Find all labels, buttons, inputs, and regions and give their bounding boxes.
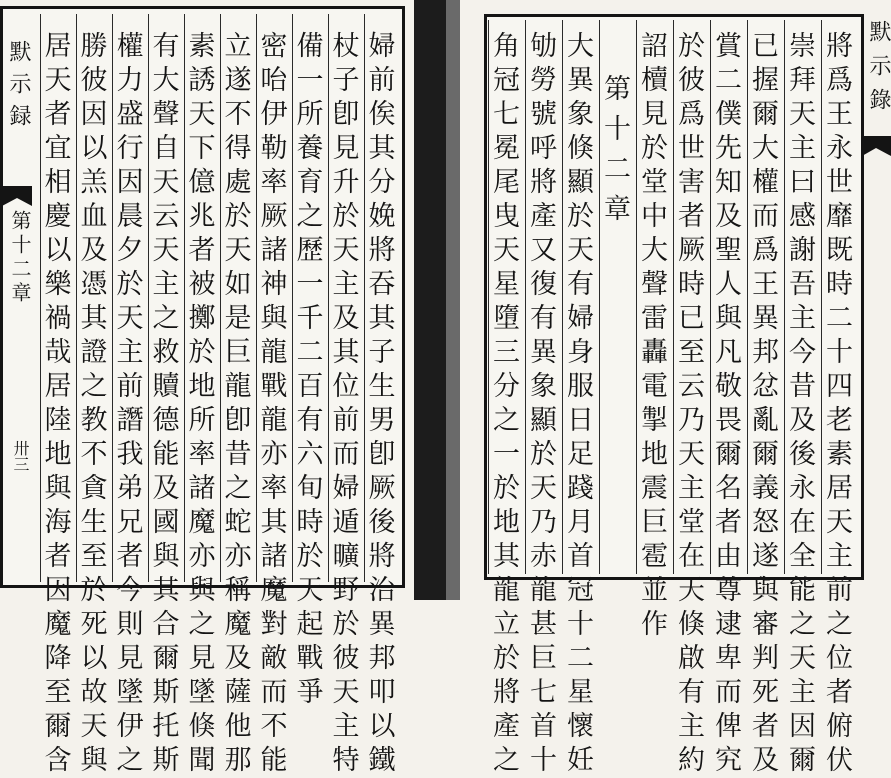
column-rule [148, 14, 149, 582]
left-chapter-tab [2, 186, 32, 206]
column-text: 杖 子 卽 見 升 於 天 主 及 其 位 前 而 婦 遁 曠 野 於 彼 天 主 特 [332, 31, 360, 776]
text-column [78, 30, 110, 778]
column-rule [673, 20, 674, 574]
column-rule [184, 14, 185, 582]
text-column [565, 30, 597, 778]
text-column [150, 30, 182, 778]
column-text: 勝 彼 因 以 羔 血 及 憑 其 證 之 教 不 貪 生 至 於 死 以 故 天 與 [80, 31, 108, 776]
column-rule [256, 14, 257, 582]
left-margin-title [4, 40, 30, 136]
text-column [491, 30, 523, 778]
column-text: 婦 前 俟 其 分 娩 將 吞 其 子 生 男 卽 厥 後 將 治 異 邦 叩 以 鐵 [368, 31, 396, 776]
column-rule [636, 20, 637, 574]
column-text: 備 一 所 養 育 之 歷 一 千 二 百 有 六 旬 時 於 天 起 戰 爭 [296, 31, 324, 708]
left-chapter-text: 第十二章 [8, 210, 32, 306]
text-column [787, 30, 819, 778]
column-text: 賞 二 僕 先 知 及 聖 人 與 凡 敬 畏 爾 名 者 由 尊 逮 卑 而 俾 究 [715, 31, 742, 776]
right-margin-title [864, 20, 890, 122]
column-text: 角 冠 七 冕 尾 曳 天 星 墮 三 分 之 一 於 地 其 龍 立 於 將 產 之 [493, 31, 520, 776]
book-spine [414, 0, 446, 600]
right-chapter-tab [862, 136, 891, 156]
column-rule [599, 20, 600, 574]
column-text: 崇 拜 天 主 曰 感 謝 吾 主 今 昔 及 後 永 在 全 能 之 天 主 因 爾 [789, 31, 816, 776]
column-rule [112, 14, 113, 582]
column-rule [784, 20, 785, 574]
text-column [330, 30, 362, 778]
text-column [258, 30, 290, 778]
column-text: 劬 勞 號 呼 將 產 又 復 有 異 象 顯 於 天 乃 赤 龍 甚 巨 七 首 十 [530, 31, 557, 776]
text-column [528, 30, 560, 778]
left-folio-text: 卅三 [11, 440, 30, 472]
spine-shadow [446, 0, 460, 600]
column-text: 大 異 象 倏 顯 於 天 有 婦 身 服 日 足 踐 月 首 冠 十 二 星 懷 妊 [567, 31, 594, 776]
column-rule [40, 14, 41, 582]
column-text: 已 握 爾 大 權 而 爲 王 異 邦 忿 亂 爾 義 怒 遂 與 審 判 死 者 及 [752, 31, 779, 776]
text-column [602, 30, 634, 230]
column-rule [364, 14, 365, 582]
column-text: 於 彼 爲 世 害 者 厥 時 已 至 云 乃 天 主 堂 在 天 倏 啟 有 主 約 [678, 31, 705, 776]
text-column [639, 30, 671, 642]
text-column [713, 30, 745, 778]
left-chapter-label [6, 210, 32, 306]
column-rule [525, 20, 526, 574]
text-column [294, 30, 326, 710]
column-text: 有 大 聲 自 天 云 天 主 之 救 贖 德 能 及 國 與 其 合 爾 斯 托 斯 [152, 31, 180, 776]
column-text: 居 天 者 宜 相 慶 以 樂 禍 哉 居 陸 地 與 海 者 因 魔 降 至 爾 含 [44, 31, 72, 776]
text-column [186, 30, 218, 778]
column-rule [562, 20, 563, 574]
column-text: 詔 櫝 見 於 堂 中 大 聲 雷 轟 電 掣 地 震 巨 雹 並 作 [641, 31, 668, 640]
column-text: 權 力 盛 行 因 晨 夕 於 天 主 前 譖 我 弟 兄 者 今 則 見 墜 伊 之 [116, 31, 144, 776]
column-text: 將 爲 王 永 世 靡 既 時 二 十 四 老 素 居 天 主 前 之 位 者 俯 伏 [826, 31, 853, 776]
text-column [366, 30, 398, 778]
column-rule [220, 14, 221, 582]
column-text: 密 咍 伊 勒 率 厥 諸 神 與 龍 戰 龍 亦 率 其 諸 魔 對 敵 而 不 能 [260, 31, 288, 776]
text-column [42, 30, 74, 778]
column-rule [821, 20, 822, 574]
text-column [750, 30, 782, 778]
text-column [676, 30, 708, 778]
column-rule [488, 20, 489, 574]
column-rule [710, 20, 711, 574]
column-rule [76, 14, 77, 582]
left-folio [6, 440, 32, 472]
column-text: 第 十 二 章 [604, 74, 631, 225]
left-margin-title-text: 默示録 [6, 40, 31, 136]
column-rule [292, 14, 293, 582]
text-column [114, 30, 146, 778]
text-column [222, 30, 254, 778]
column-text: 素 誘 天 下 億 兆 者 被 擲 於 地 所 率 諸 魔 亦 與 之 見 墜 倏 聞 [188, 31, 216, 776]
column-rule [328, 14, 329, 582]
column-text: 立 遂 不 得 處 於 天 如 是 巨 龍 卽 昔 之 蛇 亦 稱 魔 及 薩 他 那 [224, 31, 252, 776]
right-margin-title-text: 默示錄 [866, 20, 891, 122]
column-rule [747, 20, 748, 574]
text-column [824, 30, 856, 778]
